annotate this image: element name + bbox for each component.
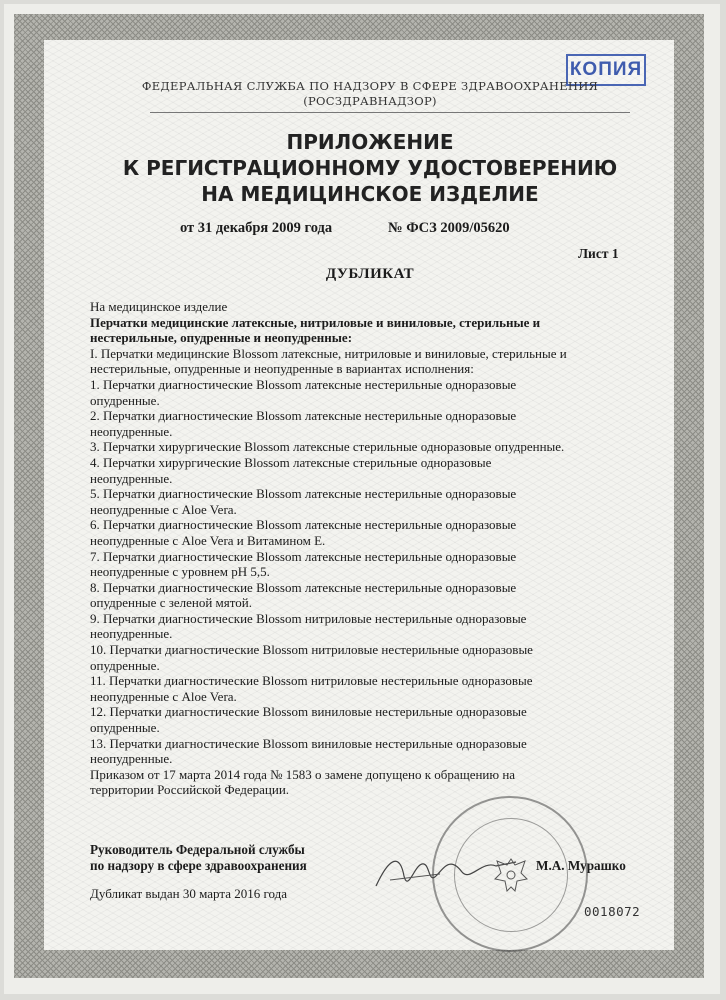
variant-line: 6. Перчатки диагностические Blossom латексные нестерильные одноразовые [90, 517, 517, 533]
variant-line: 5. Перчатки диагностические Blossom латексные нестерильные одноразовые [90, 486, 517, 502]
agency-name: ФЕДЕРАЛЬНАЯ СЛУЖБА ПО НАДЗОРУ В СФЕРЕ ЗДРАВООХРАНЕНИЯ [141, 79, 599, 93]
registration-number: № ФСЗ 2009/05620 [388, 220, 510, 236]
variant-line: 10. Перчатки диагностические Blossom нитриловые нестерильные одноразовые [90, 642, 533, 658]
variant-line: 12. Перчатки диагностические Blossom виниловые нестерильные одноразовые [90, 704, 527, 720]
serial-number: 0018072 [584, 904, 641, 919]
variant-line: территории Российской Федерации. [90, 782, 290, 798]
variant-line: 3. Перчатки хирургические Blossom латексные стерильные одноразовые опудренные. [90, 439, 565, 455]
sheet-number: Лист 1 [578, 246, 619, 261]
header-rule [150, 112, 630, 113]
variant-line: 9. Перчатки диагностические Blossom нитриловые нестерильные одноразовые [90, 610, 527, 626]
variant-line: неопудренные. [90, 751, 173, 767]
variant-line: опудренные. [90, 657, 160, 673]
variant-line: неопудренные с Aloe Vera. [90, 688, 237, 704]
variant-line: неопудренные. [90, 470, 173, 486]
title-line-3: НА МЕДИЦИНСКОЕ ИЗДЕЛИЕ [201, 182, 539, 206]
variant-line: 11. Перчатки диагностические Blossom нитриловые нестерильные одноразовые [90, 673, 533, 689]
duplicate-heading: ДУБЛИКАТ [325, 266, 415, 282]
title-line-1: ПРИЛОЖЕНИЕ [286, 130, 454, 154]
signatory-title-line: по надзору в сфере здравоохранения [90, 858, 307, 873]
variant-line: неопудренные. [90, 423, 173, 439]
document-text [90, 299, 650, 798]
product-name-line: Перчатки медицинские латексные, нитриловые и виниловые, стерильные и [90, 314, 541, 330]
registration-date: от 31 декабря 2009 года [180, 220, 333, 236]
variant-line: неопудренные с Aloe Vera. [90, 501, 237, 517]
signatory-title-line: Руководитель Федеральной службы [90, 842, 305, 857]
product-name-line: нестерильные, опудренные и неопудренные: [90, 330, 353, 346]
variant-line: опудренные. [90, 720, 160, 736]
variant-line: 4. Перчатки хирургические Blossom латексные стерильные одноразовые [90, 454, 492, 470]
variant-line: 8. Перчатки диагностические Blossom латексные нестерильные одноразовые [90, 579, 517, 595]
signatory-name: М.А. Мурашко [536, 858, 626, 873]
variant-line: опудренные с зеленой мятой. [90, 595, 252, 611]
variant-line: 13. Перчатки диагностические Blossom виниловые нестерильные одноразовые [90, 735, 527, 751]
variant-list [90, 346, 650, 798]
official-seal [432, 796, 588, 952]
variant-line: опудренные. [90, 392, 160, 408]
signatory-title [90, 842, 307, 874]
variant-line: 1. Перчатки диагностические Blossom латексные нестерильные одноразовые [90, 376, 517, 392]
intro-text: На медицинское изделие [90, 299, 228, 314]
issue-date: Дубликат выдан 30 марта 2016 года [90, 886, 287, 901]
variant-line: неопудренные с уровнем pH 5,5. [90, 564, 270, 580]
seal-inner-ring [454, 818, 568, 932]
variant-line: I. Перчатки медицинские Blossom латексные, нитриловые и виниловые, стерильные и [90, 345, 567, 361]
copy-stamp: КОПИЯ [566, 54, 646, 86]
title-line-2: К РЕГИСТРАЦИОННОМУ УДОСТОВЕРЕНИЮ [122, 156, 618, 180]
variant-line: 7. Перчатки диагностические Blossom латексные нестерильные одноразовые [90, 548, 517, 564]
variant-line: неопудренные с Aloe Vera и Витамином Е. [90, 532, 326, 548]
variant-line: Приказом от 17 марта 2014 года № 1583 о замене допущено к обращению на [90, 766, 516, 782]
eagle-emblem-icon [491, 853, 531, 897]
variant-line: 2. Перчатки диагностические Blossom латексные нестерильные одноразовые [90, 408, 517, 424]
agency-abbreviation: (РОСЗДРАВНАДЗОР) [303, 94, 437, 108]
variant-line: нестерильные, опудренные и неопудренные в вариантах исполнения: [90, 361, 474, 377]
variant-line: неопудренные. [90, 626, 173, 642]
